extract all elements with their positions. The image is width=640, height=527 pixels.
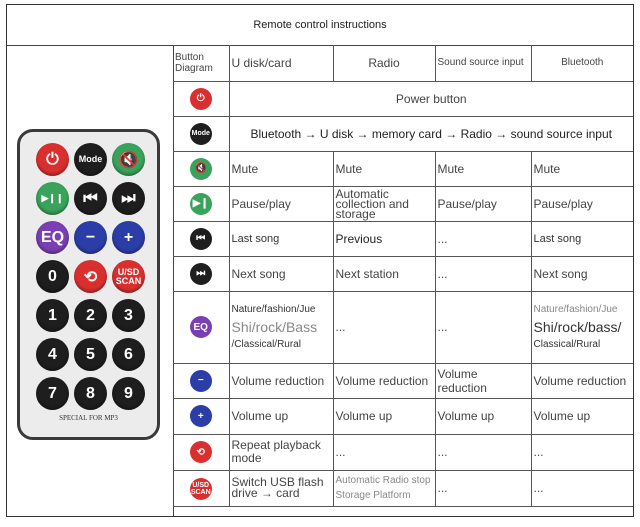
header-button-diagram: Button Diagram	[173, 45, 229, 81]
eq-bt-line1: Nature/fashion/Jue	[533, 304, 618, 315]
remote-button-usd-scan: U/SD SCAN	[112, 260, 145, 293]
cell-source: ...	[435, 256, 531, 291]
header-udisk: U disk/card	[229, 45, 333, 81]
cell-source: Pause/play	[435, 186, 531, 221]
cell-radio: Mute	[333, 151, 435, 186]
header-row	[173, 45, 633, 81]
eq-udisk-line1: Nature/fashion/Jue	[231, 304, 316, 315]
cell-udisk: Pause/play	[229, 186, 333, 221]
remote-button-eq: EQ	[36, 221, 69, 254]
remote-button-0: 0	[36, 260, 69, 293]
icon-cell	[173, 434, 229, 470]
table-row	[173, 221, 633, 256]
header-radio: Radio	[333, 45, 435, 81]
remote-button-mute: 🔇	[112, 143, 145, 176]
table-row	[173, 291, 633, 363]
cell-bluetooth: Pause/play	[531, 186, 633, 221]
cell-udisk: Repeat playback mode	[229, 434, 333, 470]
repeat-icon: ⟲	[190, 441, 212, 463]
table-row	[173, 81, 633, 116]
cell-radio	[333, 470, 435, 506]
remote-button-9: 9	[112, 377, 145, 410]
remote-button-previous: ⏮	[74, 182, 107, 215]
scan-radio-line1: Automatic Radio stop	[335, 475, 431, 486]
cell-udisk: Next song	[229, 256, 333, 291]
cell-radio: Previous	[333, 221, 435, 256]
icon-cell	[173, 221, 229, 256]
cell-radio: ...	[333, 434, 435, 470]
table-row	[173, 256, 633, 291]
table-row	[173, 116, 633, 151]
remote-button-8: 8	[74, 377, 107, 410]
icon-cell	[173, 291, 229, 363]
cell-bluetooth: Next song	[531, 256, 633, 291]
cell-source: ...	[435, 291, 531, 363]
next-icon: ⏭	[190, 263, 212, 285]
volume-up-icon: +	[190, 405, 212, 427]
cell-source: ...	[435, 434, 531, 470]
remote-button-next: ⏭	[112, 182, 145, 215]
remote-button-play-pause: ▶❙❙	[36, 182, 69, 215]
cell-source: ...	[435, 470, 531, 506]
cell-bluetooth: Volume up	[531, 398, 633, 434]
cell-radio: Next station	[333, 256, 435, 291]
power-icon: ⏻	[190, 88, 212, 110]
icon-cell	[173, 151, 229, 186]
remote-button-mode: Mode	[74, 143, 107, 176]
header-bluetooth: Bluetooth	[531, 45, 633, 81]
remote-button-repeat: ⟲	[74, 260, 107, 293]
eq-icon: EQ	[190, 316, 212, 338]
mute-icon: 🔇	[190, 158, 212, 180]
cell-radio: Volume up	[333, 398, 435, 434]
usb-scan-icon: U/SD SCAN	[190, 478, 212, 500]
eq-udisk-line3: /Classical/Rural	[231, 339, 301, 350]
icon-cell	[173, 116, 229, 151]
cell-radio: Automatic collection and storage	[333, 186, 435, 221]
icon-cell	[173, 186, 229, 221]
header-source: Sound source input	[435, 45, 531, 81]
cell-udisk: Last song	[229, 221, 333, 256]
remote-label: SPECIAL FOR MP3	[59, 414, 118, 422]
table-row	[173, 398, 633, 434]
cell-bluetooth: Last song	[531, 221, 633, 256]
cell-bluetooth: ...	[531, 434, 633, 470]
table-row	[173, 186, 633, 221]
table-row	[173, 363, 633, 398]
power-desc: Power button	[229, 81, 633, 116]
table-row	[173, 470, 633, 506]
remote-button-5: 5	[74, 338, 107, 371]
cell-bluetooth: ...	[531, 470, 633, 506]
cell-source: Volume up	[435, 398, 531, 434]
mode-icon: Mode	[190, 123, 212, 145]
cell-source: Mute	[435, 151, 531, 186]
icon-cell	[173, 363, 229, 398]
scan-radio-line2: Storage Platform	[335, 490, 411, 501]
table-row	[173, 151, 633, 186]
mode-desc: Bluetooth → U disk → memory card → Radio → sound source input	[229, 116, 633, 151]
table-row	[173, 434, 633, 470]
icon-cell	[173, 256, 229, 291]
page-title: Remote control instructions	[7, 5, 633, 46]
remote-button-minus: −	[74, 221, 107, 254]
cell-source: ...	[435, 221, 531, 256]
remote-button-2: 2	[74, 299, 107, 332]
cell-udisk: Volume reduction	[229, 363, 333, 398]
icon-cell	[173, 81, 229, 116]
cell-udisk: Mute	[229, 151, 333, 186]
remote-button-4: 4	[36, 338, 69, 371]
remote-button-plus: +	[112, 221, 145, 254]
play-pause-icon: ▶❙	[190, 193, 212, 215]
remote-button-3: 3	[112, 299, 145, 332]
remote-button-power: ⏻	[36, 143, 69, 176]
cell-bluetooth	[531, 291, 633, 363]
cell-radio: ...	[333, 291, 435, 363]
eq-udisk-line2: Shi/rock/Bass	[231, 319, 318, 335]
icon-cell	[173, 470, 229, 506]
instructions-sheet	[6, 4, 634, 517]
cell-radio: Volume reduction	[333, 363, 435, 398]
icon-cell	[173, 398, 229, 434]
eq-bt-line2: Shi/rock/bass/	[533, 319, 622, 335]
instructions-table	[173, 45, 633, 507]
remote-button-1: 1	[36, 299, 69, 332]
cell-udisk	[229, 291, 333, 363]
remote-panel	[7, 45, 174, 516]
volume-down-icon: −	[190, 370, 212, 392]
remote-control-image	[17, 129, 160, 440]
cell-source: Volume reduction	[435, 363, 531, 398]
cell-bluetooth: Mute	[531, 151, 633, 186]
cell-udisk: Volume up	[229, 398, 333, 434]
eq-bt-line3: Classical/Rural	[533, 339, 601, 350]
cell-bluetooth: Volume reduction	[531, 363, 633, 398]
previous-icon: ⏮	[190, 228, 212, 250]
remote-button-7: 7	[36, 377, 69, 410]
cell-udisk: Switch USB flash drive → card	[229, 470, 333, 506]
remote-button-6: 6	[112, 338, 145, 371]
